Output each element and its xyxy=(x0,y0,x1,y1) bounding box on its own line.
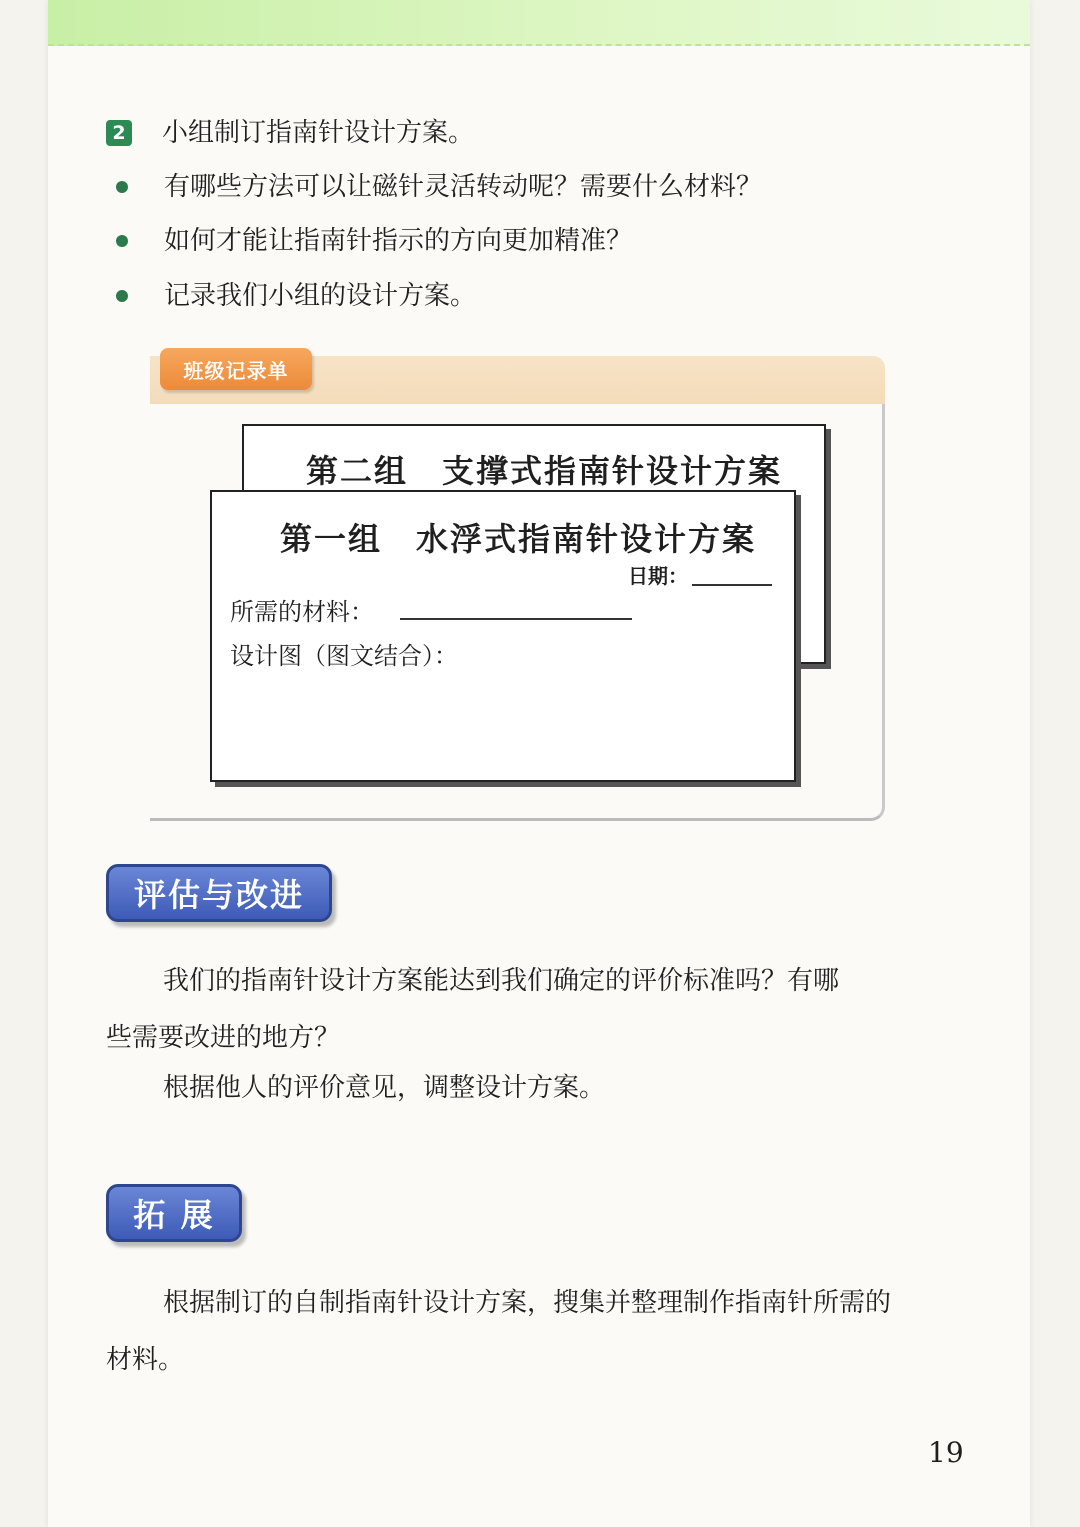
bullet-text: 有哪些方法可以让磁针灵活转动呢？需要什么材料？ xyxy=(164,172,763,202)
evaluation-header: 评估与改进 xyxy=(106,864,332,922)
record-sheet-tab: 班级记录单 xyxy=(160,348,312,390)
extension-paragraph-line2: 材料。 xyxy=(106,1345,185,1375)
evaluation-paragraph-line2: 些需要改进的地方？ xyxy=(106,1023,341,1053)
top-decorative-band xyxy=(48,0,1030,46)
bullet-icon xyxy=(116,235,128,247)
step-title: 小组制订指南针设计方案。 xyxy=(162,118,475,148)
bullet-text: 记录我们小组的设计方案。 xyxy=(164,281,477,311)
step-heading xyxy=(106,118,474,148)
bullet-icon xyxy=(116,181,128,193)
evaluation-paragraph-line1: 我们的指南针设计方案能达到我们确定的评价标准吗？有哪 xyxy=(163,966,840,996)
design-label: 设计图（图文结合）： xyxy=(230,642,458,670)
group-one-title: 第一组 水浮式指南针设计方案 xyxy=(280,520,757,558)
materials-label: 所需的材料： xyxy=(230,598,374,626)
step-number-badge: 2 xyxy=(106,120,132,146)
materials-blank-line xyxy=(400,618,632,620)
group-two-title: 第二组 支撑式指南针设计方案 xyxy=(306,452,783,490)
bullet-text: 如何才能让指南针指示的方向更加精准？ xyxy=(164,226,633,256)
extension-header: 拓 展 xyxy=(106,1184,242,1242)
group-one-card xyxy=(210,490,796,782)
evaluation-paragraph2: 根据他人的评价意见，调整设计方案。 xyxy=(163,1073,606,1103)
extension-paragraph-line1: 根据制订的自制指南针设计方案，搜集并整理制作指南针所需的 xyxy=(163,1288,892,1318)
bullet-icon xyxy=(116,290,128,302)
date-blank-line xyxy=(692,584,772,586)
bullet-item xyxy=(116,172,762,202)
page-number: 19 xyxy=(928,1436,964,1469)
bullet-item xyxy=(116,281,476,311)
bullet-item xyxy=(116,226,632,256)
date-label: 日期： xyxy=(628,564,688,588)
